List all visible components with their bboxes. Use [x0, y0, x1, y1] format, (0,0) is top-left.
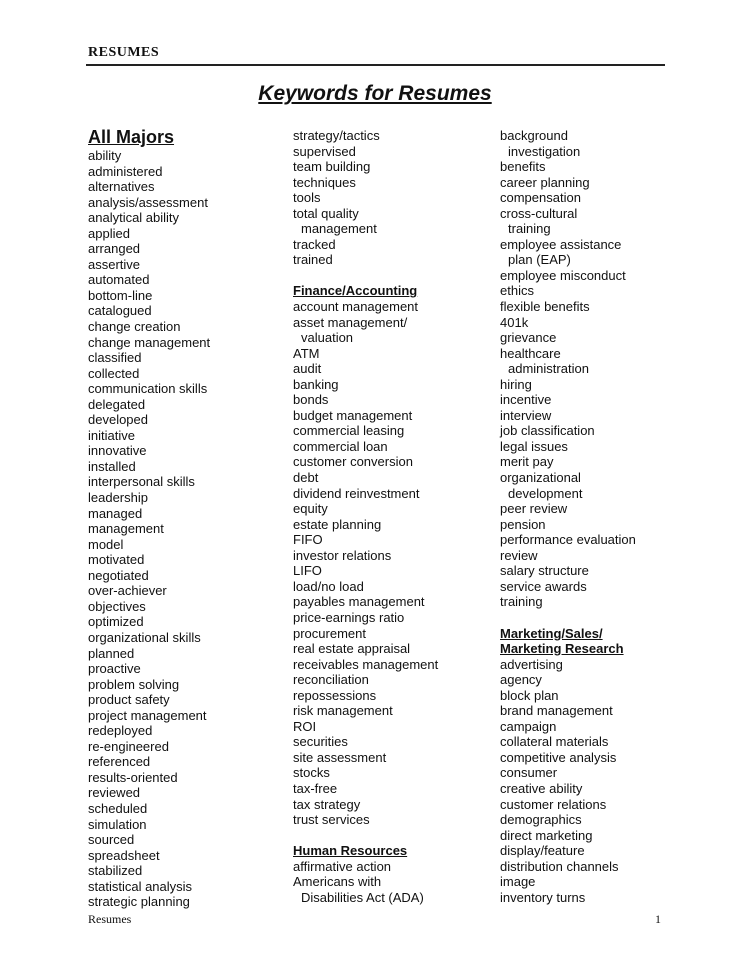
footer-label: Resumes [88, 912, 132, 926]
keyword-item: administered [88, 163, 163, 179]
keyword-item: classified [88, 350, 142, 366]
keyword-item: tax strategy [293, 796, 361, 812]
keyword-item: job classification [500, 423, 595, 439]
keyword-item: reconciliation [293, 672, 369, 688]
keyword-item: tracked [293, 236, 336, 252]
keyword-item: analytical ability [88, 210, 180, 226]
keyword-item: employee assistance [500, 236, 622, 252]
keyword-item: demographics [500, 812, 582, 828]
keyword-item: re-engineered [88, 738, 169, 754]
keyword-item: account management [293, 299, 419, 315]
keyword-item: strategic planning [88, 894, 190, 910]
keyword-item: healthcare [500, 345, 561, 361]
keyword-item: trained [293, 252, 333, 268]
keyword-item: receivables management [293, 656, 439, 672]
keyword-item: consumer [500, 765, 558, 781]
keyword-item: creative ability [500, 780, 583, 796]
page-number: 1 [655, 912, 661, 926]
keyword-item: hiring [500, 376, 532, 392]
section-heading: Finance/Accounting [293, 283, 418, 299]
section-heading-all-majors: All Majors [88, 127, 175, 147]
keyword-item: planned [88, 645, 135, 661]
keyword-item: innovative [88, 443, 147, 459]
keyword-item: estate planning [293, 516, 382, 532]
keyword-item: organizational skills [88, 629, 201, 645]
keyword-item: product safety [88, 692, 170, 708]
keyword-item: Americans with [293, 874, 382, 890]
keyword-item: change management [88, 334, 211, 350]
keyword-item: reviewed [88, 785, 141, 801]
keyword-item: automated [88, 272, 150, 288]
keyword-item: scheduled [88, 800, 148, 816]
keyword-item: investor relations [293, 547, 392, 563]
keyword-item: incentive [500, 392, 552, 408]
keyword-item: compensation [500, 190, 581, 206]
keyword-list-all-majors [88, 148, 210, 910]
keyword-item: simulation [88, 816, 147, 832]
section-spacer [293, 828, 438, 844]
keyword-item: results-oriented [88, 769, 178, 785]
keyword-item: LIFO [293, 563, 322, 579]
keyword-item: delegated [88, 396, 146, 412]
keyword-item: statistical analysis [88, 878, 193, 894]
keyword-item: securities [293, 734, 348, 750]
keyword-item: strategy/tactics [293, 128, 380, 143]
keyword-item: grievance [500, 330, 557, 346]
keyword-item: tax-free [293, 780, 338, 796]
keyword-item: merit pay [500, 454, 554, 470]
header-rule [86, 64, 665, 66]
keyword-item: initiative [88, 427, 135, 443]
keyword-item: customer relations [500, 796, 607, 812]
keyword-item: ROI [293, 718, 317, 734]
keyword-item: salary structure [500, 563, 589, 579]
keyword-item: distribution channels [500, 858, 619, 874]
keyword-item: 401k [500, 314, 529, 330]
keyword-item: commercial loan [293, 438, 388, 454]
keyword-item: proactive [88, 661, 141, 677]
keyword-item: cross-cultural [500, 205, 578, 221]
keyword-item: debt [293, 470, 319, 486]
keyword-item: risk management [293, 703, 393, 719]
keyword-item: agency [500, 672, 542, 688]
keyword-item: asset management/ [293, 314, 408, 330]
keyword-item: commercial leasing [293, 423, 405, 439]
keyword-item: customer conversion [293, 454, 413, 470]
keyword-item: career planning [500, 174, 590, 190]
keyword-item: applied [88, 225, 130, 241]
section-heading: Marketing Research [500, 641, 624, 657]
keyword-item: service awards [500, 578, 587, 594]
keyword-item: change creation [88, 319, 181, 335]
keyword-item: organizational [500, 470, 581, 486]
keyword-item: dividend reinvestment [293, 485, 420, 501]
keyword-item: supervised [293, 143, 356, 159]
running-header: RESUMES [88, 45, 160, 60]
keyword-item: referenced [88, 754, 151, 770]
keyword-item: affirmative action [293, 858, 392, 874]
keyword-item: redeployed [88, 723, 153, 739]
keyword-item: project management [88, 707, 207, 723]
keyword-item: payables management [293, 594, 425, 610]
keyword-item: repossessions [293, 687, 377, 703]
keyword-item: audit [293, 361, 322, 377]
keyword-item: problem solving [88, 676, 180, 692]
keyword-item: display/feature [500, 843, 585, 859]
keyword-item: performance evaluation [500, 532, 636, 548]
keyword-item: tools [293, 190, 321, 206]
keyword-item: benefits [500, 159, 546, 175]
keyword-item: alternatives [88, 179, 155, 195]
keyword-item: over-achiever [88, 583, 167, 599]
keyword-item: installed [88, 458, 136, 474]
keyword-item: Disabilities Act (ADA) [301, 889, 424, 905]
keyword-item: interview [500, 407, 552, 423]
keyword-item: background [500, 128, 568, 143]
keyword-item: arranged [88, 241, 141, 257]
keyword-item: ATM [293, 345, 320, 361]
keyword-item: total quality [293, 205, 359, 221]
keyword-item: budget management [293, 407, 413, 423]
keyword-item: sourced [88, 832, 135, 848]
keyword-item: collateral materials [500, 734, 609, 750]
section-heading: Human Resources [293, 843, 408, 859]
keyword-item: administration [508, 361, 589, 377]
keyword-item: model [88, 536, 124, 552]
keyword-item: inventory turns [500, 889, 586, 905]
keyword-item: ethics [500, 283, 534, 299]
keyword-item: FIFO [293, 532, 323, 548]
keyword-item: objectives [88, 598, 146, 614]
keyword-item: peer review [500, 501, 568, 517]
keyword-item: price-earnings ratio [293, 609, 405, 625]
keyword-item: investigation [508, 143, 581, 159]
keyword-item: team building [293, 159, 371, 175]
section-spacer [500, 610, 636, 626]
keyword-item: site assessment [293, 749, 387, 765]
keyword-item: communication skills [88, 381, 208, 397]
keyword-item: bottom-line [88, 287, 153, 303]
keyword-item: legal issues [500, 438, 568, 454]
keyword-item: optimized [88, 614, 144, 630]
keyword-item: collected [88, 365, 140, 381]
keyword-item: image [500, 874, 536, 890]
keyword-item: management [301, 221, 377, 237]
keyword-item: spreadsheet [88, 847, 160, 863]
keyword-item: ability [88, 148, 122, 163]
keyword-item: block plan [500, 687, 559, 703]
keyword-item: developed [88, 412, 148, 428]
keyword-item: development [508, 485, 583, 501]
keyword-item: training [508, 221, 551, 237]
column-all-majors [88, 126, 210, 910]
section-spacer [293, 268, 438, 284]
keyword-item: plan (EAP) [508, 252, 571, 268]
keyword-item: trust services [293, 812, 370, 828]
keyword-item: valuation [301, 330, 354, 346]
keyword-item: managed [88, 505, 143, 521]
keyword-item: management [88, 521, 164, 537]
keyword-item: techniques [293, 174, 356, 190]
keyword-item: catalogued [88, 303, 152, 319]
keyword-item: brand management [500, 703, 613, 719]
keyword-item: equity [293, 501, 328, 517]
keyword-item: motivated [88, 552, 145, 568]
keyword-item: bonds [293, 392, 329, 408]
keyword-item: pension [500, 516, 546, 532]
keyword-item: interpersonal skills [88, 474, 195, 490]
keyword-item: competitive analysis [500, 749, 617, 765]
keyword-item: load/no load [293, 578, 364, 594]
keyword-item: training [500, 594, 543, 610]
page-title: Keywords for Resumes [258, 82, 492, 105]
keyword-item: employee misconduct [500, 267, 626, 283]
keyword-item: procurement [293, 625, 366, 641]
keyword-item: analysis/assessment [88, 194, 208, 210]
keyword-item: leadership [88, 490, 148, 506]
keyword-item: flexible benefits [500, 299, 590, 315]
keyword-item: direct marketing [500, 827, 593, 843]
keyword-item: real estate appraisal [293, 641, 411, 657]
keyword-item: assertive [88, 256, 141, 272]
keyword-item: advertising [500, 656, 563, 672]
column-right [500, 128, 636, 905]
keyword-item: stabilized [88, 863, 143, 879]
keyword-item: banking [293, 376, 339, 392]
section-heading: Marketing/Sales/ [500, 625, 603, 641]
column-middle [293, 128, 438, 905]
keyword-item: stocks [293, 765, 330, 781]
keyword-item: review [500, 547, 538, 563]
keyword-item: campaign [500, 718, 557, 734]
keyword-item: negotiated [88, 567, 149, 583]
